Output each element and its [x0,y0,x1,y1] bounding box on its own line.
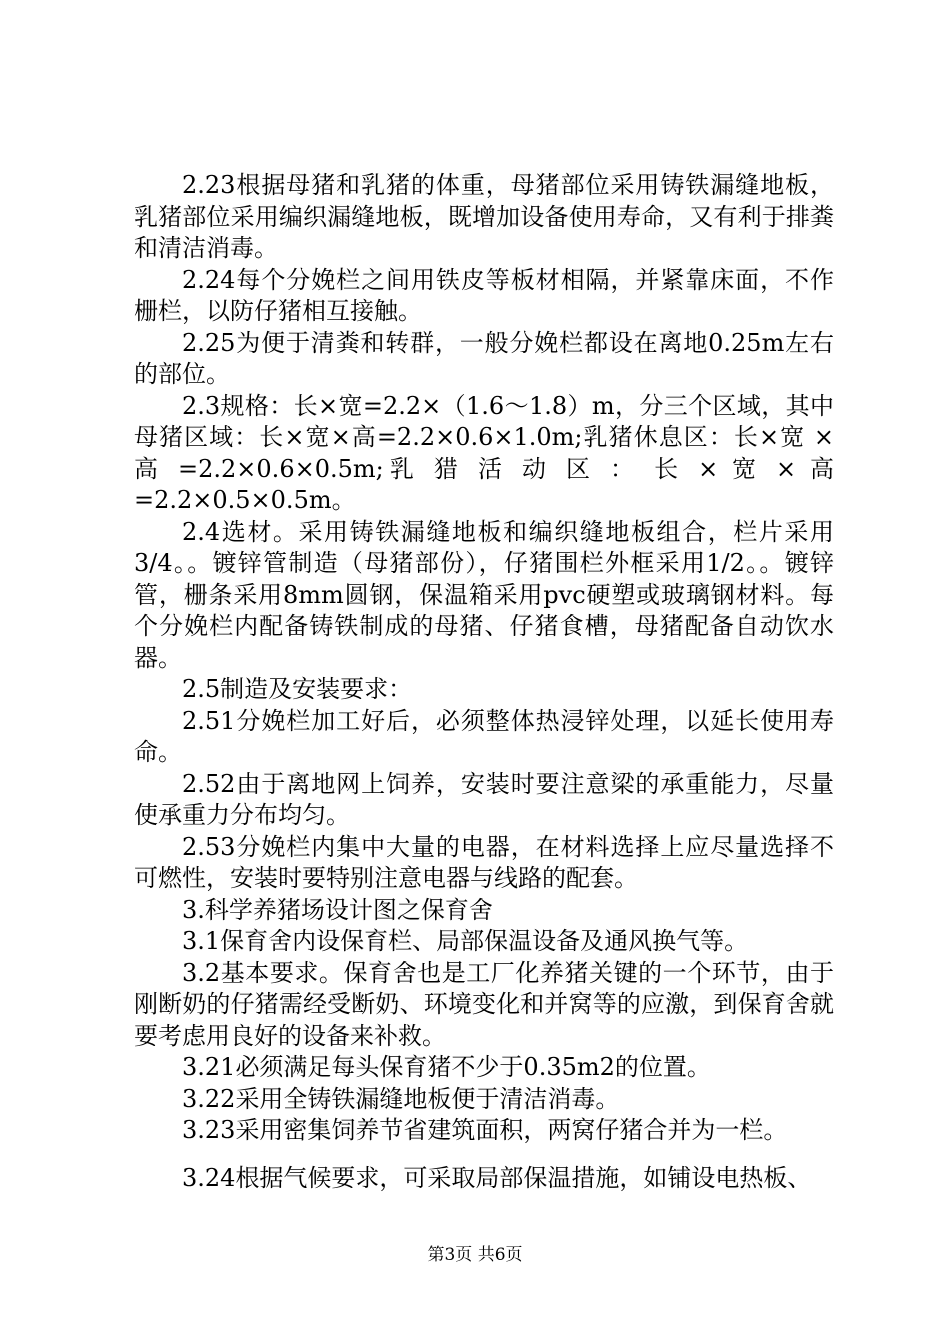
paragraph: 2.53分娩栏内集中大量的电器，在材料选择上应尽量选择不可燃性，安装时要特别注意电器与线路的配套。 [134,832,834,892]
paragraph: 2.3规格：长×宽=2.2×（1.6～1.8）m，分三个区域，其中母猪区域：长×宽×高=2.2×0.6×1.0m;乳猪休息区：长×宽 × 高 =2.2×0.6×0.5m;乳 猎 活 动 区 ： 长 × 宽 × 高=2.2×0.5×0.5m。 [134,391,834,514]
paragraph: 3.24根据气候要求，可采取局部保温措施，如铺设电热板、 [182,1163,812,1192]
section-heading: 3.科学养猪场设计图之保育舍 [182,895,493,924]
paragraph: 3.23采用密集饲养节省建筑面积，两窝仔猪合并为一栏。 [182,1116,788,1144]
paragraph: 3.2基本要求。保育舍也是工厂化养猪关键的一个环节，由于刚断奶的仔猪需经受断奶、环境变化和并窝等的应激，到保育舍就要考虑用良好的设备来补救。 [134,958,834,1050]
paragraph: 2.25为便于清粪和转群，一般分娩栏都设在离地0.25m左右的部位。 [134,328,834,388]
paragraph: 3.22采用全铸铁漏缝地板便于清洁消毒。 [182,1084,620,1113]
paragraph: 2.4选材。采用铸铁漏缝地板和编织缝地板组合，栏片采用3/4。。镀锌管制造（母猪部份），仔猪围栏外框采用1/2。。镀锌管，栅条采用8mm圆钢，保温箱采用pvc硬塑或玻璃钢材料。每个分娩栏内配备铸铁制成的母猪、仔猪食槽，母猪配备自动饮水器。 [134,517,834,672]
document-body [134,170,834,1194]
page-number-footer: 第3页 共6页 [427,1245,523,1265]
paragraph: 2.5制造及安装要求： [182,675,413,703]
paragraph: 2.52由于离地网上饲养，安装时要注意梁的承重能力，尽量使承重力分布均匀。 [134,769,834,829]
paragraph: 3.1保育舍内设保育栏、局部保温设备及通风换气等。 [182,927,749,955]
paragraph: 3.21必须满足每头保育猪不少于0.35m2的位置。 [182,1053,711,1081]
paragraph: 2.51分娩栏加工好后，必须整体热浸锌处理，以延长使用寿命。 [134,706,834,766]
paragraph-spacer [134,1147,834,1163]
paragraph: 2.23根据母猪和乳猪的体重，母猪部位采用铸铁漏缝地板，乳猪部位采用编织漏缝地板，既增加设备使用寿命，又有利于排粪和清洁消毒。 [134,171,834,262]
paragraph: 2.24每个分娩栏之间用铁皮等板材相隔，并紧靠床面，不作栅栏，以防仔猪相互接触。 [134,265,834,325]
